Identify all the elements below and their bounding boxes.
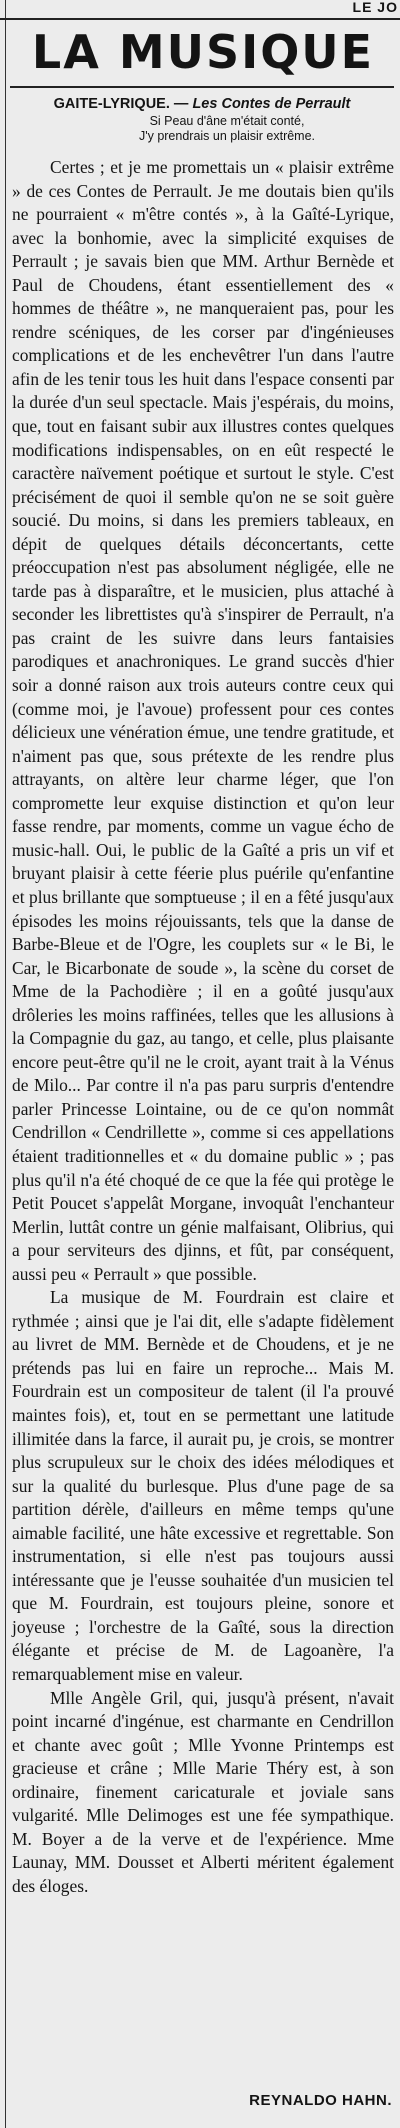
theatre-name: GAITE-LYRIQUE. <box>53 96 170 112</box>
epigraph-line: Si Peau d'âne m'était conté, <box>149 114 305 128</box>
article-paragraph: Mlle Angèle Gril, qui, jusqu'à présent, n'avait point incarné d'ingénue, est charmante en Cendrillon et chante avec goût ; Mlle Yvonne Printemps est gracieuse et crâne ; Mlle Marie Théry est, à son ordinaire, finement caricaturale et joviale sans vulgarité. Mlle Delimoges est une fée sympathique. M. Boyer a de la verve et de l'expérience. Mme Launay, MM. Dousset et Alberti méritent également des éloges. <box>12 1687 394 1896</box>
article-body <box>12 156 394 1898</box>
column-left-rule <box>5 0 6 2128</box>
heading-dash: — <box>169 96 193 112</box>
title-rule <box>10 86 394 88</box>
section-heading <box>10 96 394 112</box>
running-head: LE JO <box>352 0 398 15</box>
article-paragraph: La musique de M. Fourdrain est claire et rythmée ; ainsi que je l'ai dit, elle s'adapte fidèlement au livret de MM. Bernède et de Choudens, et je ne prétends pas lui en faire un reproche... Mais M. Fourdrain est un compositeur de talent (il l'a prouvé maintes fois), et, tout en se permettant une latitude illimitée dans la farce, il aurait pu, je crois, se montrer plus scrupuleux sur le choix des idées mélodiques et sur la qualité du burlesque. Plus d'une page de sa partition dérèle, d'ailleurs en même temps qu'une aimable facilité, une hâte excessive et regrettable. Son instrumentation, si elle n'est pas toujours aussi intéressante que je l'eusse souhaitée d'un musicien tel que M. Fourdrain, est toujours pleine, sonore et joyeuse ; l'orchestre de la Gaîté, sous la direction élégante et précise de M. de Lagoanère, l'a remarquablement mise en valeur. <box>12 1287 394 1684</box>
page-title: LA MUSIQUE <box>31 25 375 79</box>
author-signature: REYNALDO HAHN. <box>249 2092 392 2109</box>
epigraph-line: J'y prendrais un plaisir extrême. <box>138 129 316 143</box>
article-paragraph: Certes ; et je me promettais un « plaisir extrême » de ces Contes de Perrault. Je me doutais bien qu'ils ne pourraient « m'être contés », à la Gaîté-Lyrique, avec la bonhomie, avec la simplicité exquises de Perrault ; je savais bien que MM. Arthur Bernède et Paul de Choudens, étant essentiellement des « hommes de théâtre », ne manqueraient pas, pour les rendre scéniques, de les corser par d'ingénieuses complications et de les enchevêtrer l'un dans l'autre afin de les tenir tous les huit dans l'espace consenti par la durée d'un seul spectacle. Mais j'espérais, du moins, que, tout en faisant subir aux illustres contes quelques modifications indispensables, on en eût respecté le caractère naïvement poétique et surtout le style. C'est précisément de quoi il semble qu'on ne se soit guère soucié. Du moins, si dans les premiers tableaux, en dépit de quelques détails déconcertants, cette préoccupation n'est pas absolument négligée, elle ne tarde pas à disparaître, et le musicien, plus attaché à seconder les librettistes qu'à s'inspirer de Perrault, n'a pas craint de les suivre dans leurs fantaisies parodiques et anachroniques. Le grand succès d'hier soir a donné raison aux trois auteurs contre ceux qui (comme moi, je l'avoue) professent pour ces contes délicieux une vénération émue, une tendre gratitude, et n'aiment pas que, sous prétexte de les rendre plus attrayants, on altère leur charme léger, que l'on compromette leur exquise distinction et qu'on leur fasse rendre, par moments, comme un vague écho de music-hall. Oui, le public de la Gaîté a pris un vif et bruyant plaisir à cette féerie plus puérile qu'enfantine et plus brillante que somptueuse ; il en a fêté jusqu'aux épisodes les moins réjouissants, tels que la danse de Barbe-Bleue et de l'Ogre, les couplets sur « le Bi, le Car, le Bicarbonate de soude », la scène du corset de Mme de la Pachodière ; il en a goûté jusqu'aux drôleries les moins raffinées, telles que les allusions à la Compagnie du gaz, au tango, et celle, plus plaisante encore peut-être qu'il ne le croit, ayant trait à la Vénus de Milo... Par contre il n'a pas paru surpris d'entendre parler Princesse Lointaine, ou de ce qu'on nommât Cendrillon « Cendrillette », comme si ces appellations étaient traditionnelles et « du domaine public » ; pas plus qu'il n'a été choqué de ce que la fée qui protège le Petit Poucet s'appelât Morgane, invoquât l'enchanteur Merlin, luttât contre un génie malfaisant, Olibrius, qui a pour serviteurs des djinns, et fût, par conséquent, aussi peu « Perrault » que possible. <box>12 157 394 1284</box>
epigraph <box>60 114 394 144</box>
play-title: Les Contes de Perrault <box>192 96 351 112</box>
header-rule <box>0 18 400 20</box>
